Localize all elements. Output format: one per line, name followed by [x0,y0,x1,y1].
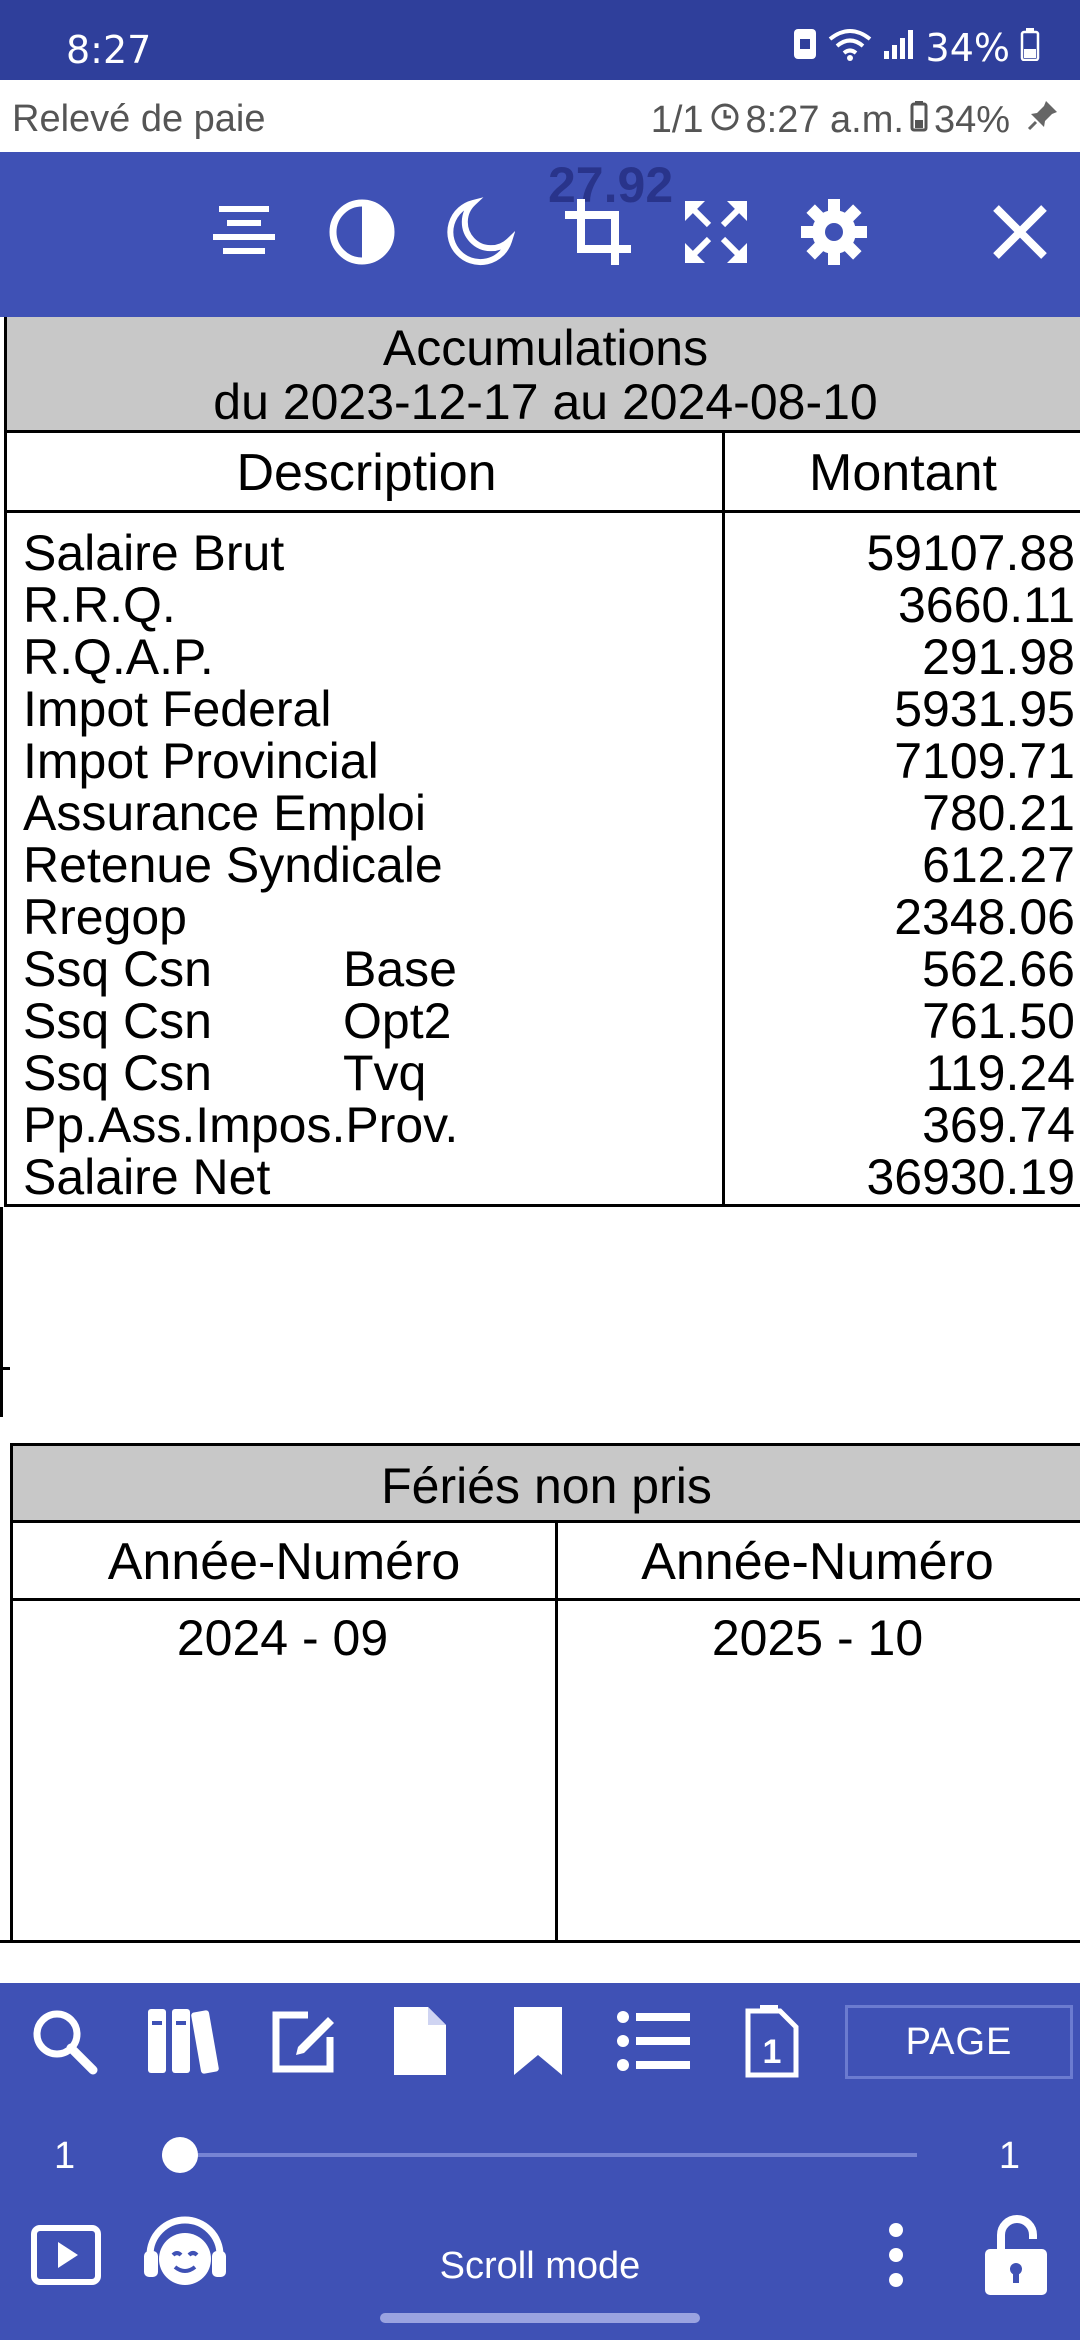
play-icon [30,2224,102,2291]
feries-value-1: 2024 - 09 [176,1610,389,1666]
table-row [7,579,1080,631]
row-amount: 59107.88 [866,525,1075,581]
page-counter: 1/1 [650,98,704,141]
table-row [7,735,1080,787]
pin-icon[interactable] [1026,98,1060,142]
reader-info-bar [0,80,1080,152]
accumulations-header [4,317,1080,433]
row-description: Ssq Csn [23,993,212,1049]
overlay-value: 27.92 [548,157,674,213]
reader-battery: 34% [933,98,1010,141]
row-description: Impot Federal [23,681,332,737]
row-description: Ssq Csn [23,941,212,997]
row-amount: 780.21 [922,785,1075,841]
status-battery-text: 34% [925,26,1010,70]
table-row [7,683,1080,735]
column-header-description: Description [4,433,726,513]
row-amount: 3660.11 [897,577,1075,633]
row-amount: 612.27 [922,837,1075,893]
status-bar [0,0,1080,80]
scroll-mode-label[interactable]: Scroll mode [439,2245,641,2287]
accumulations-table [4,513,1080,1207]
contrast-icon [327,197,397,272]
status-icons [792,26,1040,70]
search-icon [29,2006,99,2081]
wifi-icon [828,26,872,70]
sim-icon [792,26,818,70]
row-subtype: Base [343,941,457,997]
left-border-fragment [0,1207,3,1417]
slider-track [162,2153,917,2157]
row-description: Impot Provincial [23,733,379,789]
table-row [7,631,1080,683]
page-mode-button[interactable]: PAGE [845,2005,1073,2079]
document-title: Relevé de paie [12,98,266,140]
play-button[interactable] [28,2219,104,2295]
close-icon [990,202,1050,267]
column-header-amount: Montant [726,433,1080,513]
slider-thumb[interactable] [162,2137,198,2173]
fullscreen-button[interactable] [676,194,756,274]
row-amount: 562.66 [922,941,1075,997]
row-subtype: Tvq [343,1045,427,1101]
signal-icon [882,26,916,70]
row-description: Pp.Ass.Impos.Prov. [23,1097,459,1153]
table-row [7,1047,1080,1099]
library-icon [146,2005,222,2082]
battery-small-icon [910,99,928,142]
row-amount: 761.50 [922,993,1075,1049]
row-amount: 5931.95 [894,681,1075,737]
expand-icon [681,197,751,272]
settings-button[interactable] [794,194,874,274]
page-number-icon [740,2003,804,2084]
tts-button[interactable] [140,2211,230,2301]
headphones-icon [140,2209,230,2304]
table-row [7,943,1080,995]
table-row [7,839,1080,891]
bookmark-button[interactable] [500,2005,576,2081]
row-subtype: Opt2 [343,993,452,1049]
row-amount: 2348.06 [894,889,1075,945]
close-button[interactable] [980,194,1060,274]
feries-header: Fériés non pris [10,1443,1080,1523]
bookmark-icon [508,2005,568,2082]
align-center-button[interactable] [204,194,284,274]
gear-icon [799,197,869,272]
clock-icon [710,99,740,142]
row-description: Salaire Net [23,1149,271,1205]
align-center-icon [209,202,279,267]
contents-button[interactable] [616,2005,692,2081]
reader-meta [651,98,1060,142]
table-row [7,1099,1080,1151]
night-mode-button[interactable] [440,194,520,274]
row-amount: 369.74 [922,1097,1075,1153]
more-options-button[interactable] [858,2219,934,2295]
column-divider [722,433,725,1207]
top-toolbar [0,152,1080,317]
svg-text:1: 1 [762,2032,782,2071]
feries-value-2: 2025 - 10 [711,1610,924,1666]
battery-icon [1020,26,1040,70]
row-description: R.Q.A.P. [23,629,214,685]
table-row [7,527,1080,579]
list-icon [616,2009,692,2078]
moon-icon [445,197,515,272]
row-description: Rregop [23,889,187,945]
feries-col2-header: Année-Numéro [555,1523,1080,1601]
accumulations-period: du 2023-12-17 au 2024-08-10 [213,374,878,430]
lock-button[interactable] [976,2211,1056,2301]
library-button[interactable] [146,2005,222,2081]
row-description: Assurance Emploi [23,785,426,841]
crop-button[interactable] [558,194,638,274]
table-row [7,787,1080,839]
status-time: 8:27 [66,28,152,72]
page-number-button[interactable] [734,2005,810,2081]
accumulations-title: Accumulations [382,320,709,376]
feries-left-border [10,1523,13,1943]
unlock-icon [981,2211,1051,2302]
document-button[interactable] [382,2005,458,2081]
row-description: Ssq Csn [23,1045,212,1101]
edit-icon [268,2005,340,2082]
row-amount: 291.98 [922,629,1075,685]
bottom-toolbar [0,1983,1080,2340]
crop-icon [563,197,633,272]
more-vertical-icon [884,2220,908,2295]
row-description: R.R.Q. [23,577,176,633]
table-row [7,1151,1080,1203]
edit-button[interactable] [266,2005,342,2081]
document-icon [388,2005,452,2082]
slider-min-label: 1 [54,2135,76,2177]
reader-clock: 8:27 a.m. [745,98,904,141]
row-description: Salaire Brut [23,525,285,581]
feries-col1-header: Année-Numéro [10,1523,555,1601]
table-row [7,891,1080,943]
row-description: Retenue Syndicale [23,837,443,893]
divider-tick [0,1367,10,1370]
search-button[interactable] [26,2005,102,2081]
document-page[interactable] [0,317,1080,1983]
feries-column-divider [555,1523,558,1943]
row-amount: 7109.71 [894,733,1075,789]
feries-bottom-border [0,1940,1080,1943]
page-slider[interactable] [162,2137,917,2173]
contrast-button[interactable] [322,194,402,274]
slider-max-label: 1 [998,2135,1020,2177]
row-amount: 36930.19 [866,1149,1075,1205]
row-amount: 119.24 [925,1045,1075,1101]
table-row [7,995,1080,1047]
nav-gesture-pill [380,2313,700,2323]
